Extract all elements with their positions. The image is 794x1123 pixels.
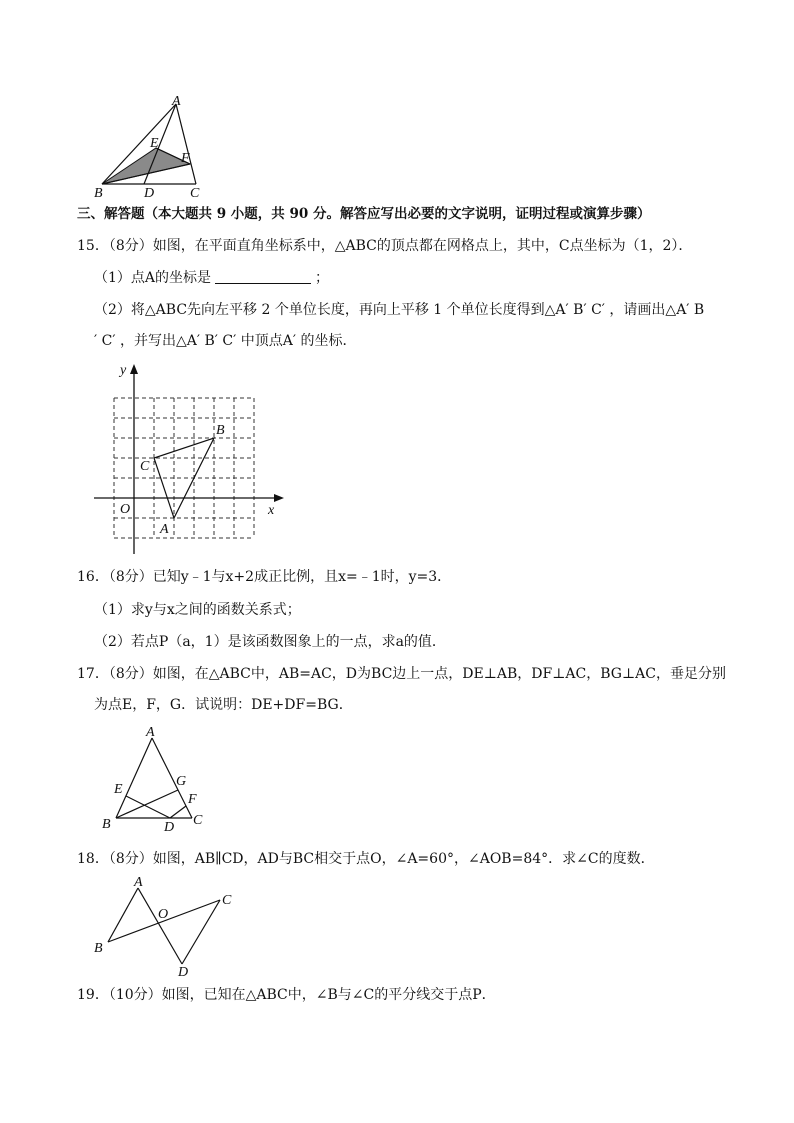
label-a: A bbox=[134, 875, 143, 890]
label-c: C bbox=[190, 186, 200, 200]
label-e: E bbox=[114, 782, 123, 797]
label-o: O bbox=[158, 907, 169, 922]
label-d: D bbox=[144, 186, 155, 200]
line-ad bbox=[144, 104, 176, 184]
q15-part2-line2: ′ C′ ，并写出△A′ B′ C′ 中顶点A′ 的坐标． bbox=[94, 333, 357, 349]
label-g: G bbox=[176, 774, 187, 789]
label-c: C bbox=[193, 813, 203, 828]
q17-line1: 17．（8分）如图，在△ABC中，AB=AC，D为BC边上一点，DE⊥AB，DF⊥AC，BG⊥AC，垂足分别 bbox=[77, 666, 726, 682]
q18-figure bbox=[90, 872, 240, 978]
label-y: y bbox=[120, 363, 127, 378]
figure-top-triangle bbox=[92, 94, 210, 200]
q16-part2: （2）若点P（a，1）是该函数图象上的一点，求a的值． bbox=[94, 634, 446, 650]
line-ad bbox=[138, 888, 182, 964]
x-axis-arrow bbox=[274, 494, 284, 502]
q15-part1-text: （1）点A的坐标是 bbox=[94, 270, 212, 286]
label-f: F bbox=[181, 151, 190, 166]
label-b: B bbox=[94, 941, 103, 956]
q16-stem: 16．（8分）已知y﹣1与x+2成正比例，且x=﹣1时，y=3． bbox=[77, 569, 452, 585]
q15-part2-line1: （2）将△ABC先向左平移 2 个单位长度，再向上平移 1 个单位长度得到△A′ B′ C′ ，请画出△A′ B bbox=[94, 302, 705, 318]
label-f: F bbox=[188, 792, 197, 807]
label-d: D bbox=[178, 965, 189, 978]
label-b: B bbox=[94, 186, 103, 200]
section-header: 三、解答题（本大题共 9 小题，共 90 分。解答应写出必要的文字说明，证明过程或演算步骤） bbox=[77, 206, 651, 222]
label-e: E bbox=[150, 136, 159, 151]
label-d: D bbox=[164, 820, 175, 834]
coordinate-grid-figure bbox=[92, 358, 292, 558]
q19-stem: 19．（10分）如图，已知在△ABC中，∠B与∠C的平分线交于点P． bbox=[77, 987, 496, 1003]
q15-stem: 15．（8分）如图，在平面直角坐标系中，△ABC的顶点都在网格点上，其中，C点坐标为（1，2）． bbox=[77, 238, 693, 254]
q15-part1-end: ； bbox=[315, 270, 330, 286]
q17-line2: 为点E，F，G．试说明：DE+DF=BG． bbox=[94, 697, 353, 713]
grid-lines bbox=[114, 398, 254, 538]
line-ab bbox=[108, 888, 138, 942]
q16-part1: （1）求y与x之间的函数关系式； bbox=[94, 602, 301, 618]
q15-part1 bbox=[94, 268, 329, 288]
q17-figure bbox=[96, 724, 214, 834]
label-a: A bbox=[172, 94, 181, 109]
label-a: A bbox=[146, 725, 155, 740]
label-a: A bbox=[160, 522, 169, 537]
side-ac bbox=[176, 104, 196, 184]
label-c: C bbox=[222, 893, 232, 908]
y-axis-arrow bbox=[130, 364, 138, 374]
label-b: B bbox=[102, 817, 111, 832]
label-c: C bbox=[140, 459, 150, 474]
label-x: x bbox=[268, 503, 275, 518]
label-o: O bbox=[120, 502, 131, 517]
line-bg bbox=[116, 790, 178, 818]
line-cd bbox=[182, 900, 220, 964]
q18-stem: 18．（8分）如图，AB∥CD，AD与BC相交于点O，∠A=60°，∠AOB=84°．求∠C的度数． bbox=[77, 851, 655, 867]
line-de bbox=[126, 796, 170, 818]
line-df bbox=[170, 806, 186, 818]
label-b: B bbox=[216, 423, 225, 438]
answer-blank[interactable] bbox=[215, 269, 311, 284]
